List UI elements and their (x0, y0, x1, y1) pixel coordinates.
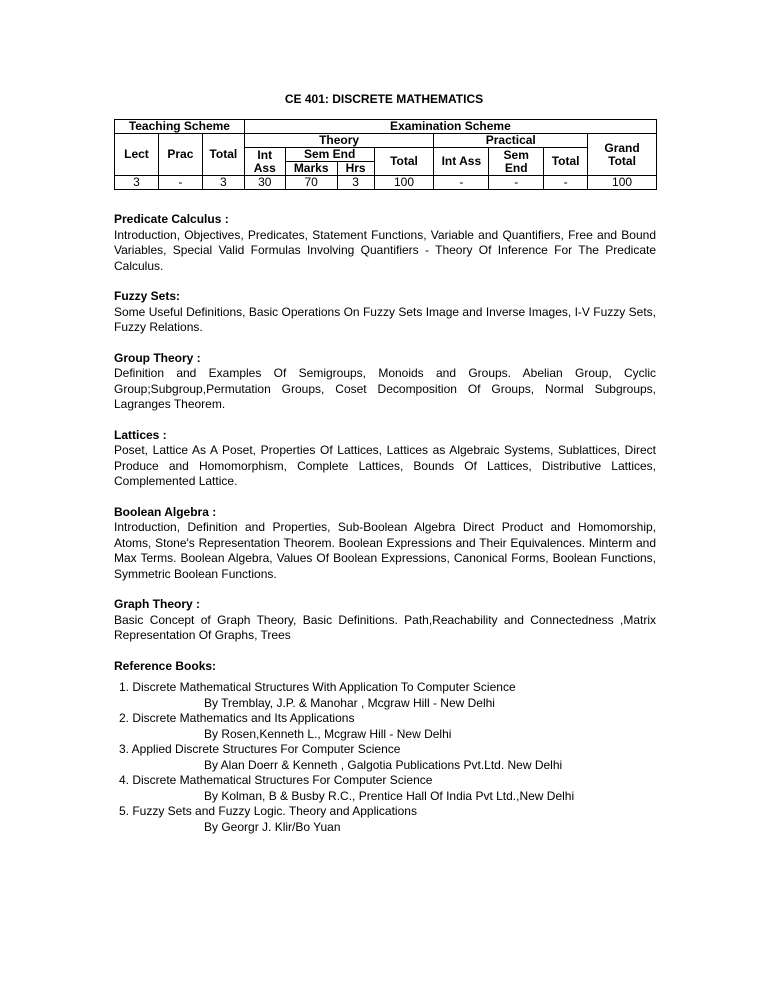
scheme-values-row (115, 176, 657, 190)
exam-scheme-header: Examination Scheme (244, 120, 656, 134)
practical-sem-end-header: Sem End (489, 148, 544, 176)
value-theory-total: 100 (374, 176, 434, 190)
reference-author: By Georgr J. Klir/Bo Yuan (204, 819, 341, 834)
section-heading: Boolean Algebra : (114, 504, 217, 519)
value-teaching-total: 3 (202, 176, 244, 190)
page-title: CE 401: DISCRETE MATHEMATICS (284, 92, 484, 106)
section-boolean-algebra (114, 505, 656, 583)
section-heading: Predicate Calculus : (114, 212, 229, 226)
section-body: Introduction, Definition and Properties, Sub-Boolean Algebra Direct Product and Homomorship, Atoms, Stone's Representation Theorem. Boolean Expressions and Their Equivalences. Minterm and Max Terms. Boolean Algebra, Values Of Boolean Expressions, Canonical Forms, Boolean Functions, Symmetric Boolean Functions. (114, 520, 656, 581)
value-practical-total: - (544, 176, 588, 190)
reference-title: 1. Discrete Mathematical Structures With Application To Computer Science (119, 680, 516, 694)
theory-int-ass-header: Int Ass (244, 148, 285, 176)
reference-title: 5. Fuzzy Sets and Fuzzy Logic. Theory and Applications (119, 804, 417, 818)
reference-author: By Alan Doerr & Kenneth , Galgotia Publications Pvt.Ltd. New Delhi (204, 757, 563, 772)
prac-header: Prac (158, 134, 202, 176)
value-practical-int-ass: - (434, 176, 489, 190)
grand-total-header: Grand Total (588, 134, 657, 176)
marks-header: Marks (285, 162, 337, 176)
section-body: Some Useful Definitions, Basic Operations On Fuzzy Sets Image and Inverse Images, I-V Fuzzy Sets, Fuzzy Relations. (114, 304, 656, 334)
section-group-theory (114, 351, 656, 413)
lect-header: Lect (115, 134, 159, 176)
value-marks: 70 (285, 176, 337, 190)
section-heading: Graph Theory : (114, 597, 201, 611)
section-heading: Group Theory : (114, 350, 201, 365)
practical-int-ass-header: Int Ass (434, 148, 489, 176)
theory-total-header: Total (374, 148, 434, 176)
practical-header: Practical (434, 134, 588, 148)
reference-author: By Tremblay, J.P. & Manohar , Mcgraw Hill - New Delhi (204, 695, 495, 710)
hrs-header: Hrs (337, 162, 374, 176)
reference-title: 4. Discrete Mathematical Structures For Computer Science (119, 773, 433, 787)
section-body: Introduction, Objectives, Predicates, Statement Functions, Variable and Quantifiers, Free and Bound Variables, Special Valid Formulas Involving Quantifiers - Theory Of Inference For The Predicate Calculus. (114, 227, 656, 273)
value-lect: 3 (115, 176, 159, 190)
value-theory-int-ass: 30 (244, 176, 285, 190)
value-hrs: 3 (337, 176, 374, 190)
section-heading: Fuzzy Sets: (114, 289, 181, 303)
section-fuzzy-sets (114, 289, 656, 336)
reference-author: By Kolman, B & Busby R.C., Prentice Hall Of India Pvt Ltd.,New Delhi (204, 788, 575, 803)
teaching-total-header: Total (202, 134, 244, 176)
section-heading: Lattices : (114, 427, 167, 442)
reference-list (114, 680, 656, 835)
reference-author: By Rosen,Kenneth L., Mcgraw Hill - New Delhi (204, 726, 452, 741)
section-body: Poset, Lattice As A Poset, Properties Of Lattices, Lattices as Algebraic Systems, Sublattices, Direct Produce and Homomorphism, Complete Lattices, Bounds Of Lattices, Distributive Lattices, Complemented Lattice. (114, 443, 656, 488)
value-grand-total: 100 (588, 176, 657, 190)
value-prac: - (158, 176, 202, 190)
reference-title: 2. Discrete Mathematics and Its Applications (119, 711, 355, 725)
section-predicate-calculus (114, 212, 656, 274)
theory-header: Theory (244, 134, 434, 148)
section-graph-theory (114, 597, 656, 644)
syllabus-content (114, 212, 656, 835)
section-body: Basic Concept of Graph Theory, Basic Definitions. Path,Reachability and Connectedness ,Matrix Representation Of Graphs, Trees (114, 612, 656, 642)
reference-title: 3. Applied Discrete Structures For Computer Science (119, 742, 401, 756)
section-lattices (114, 428, 656, 490)
sem-end-header: Sem End (285, 148, 374, 162)
scheme-table (114, 119, 657, 190)
section-body: Definition and Examples Of Semigroups, Monoids and Groups. Abelian Group, Cyclic Group;Subgroup,Permutation Groups, Coset Decomposition Of Groups, Normal Subgroups, Lagranges Theorem. (114, 366, 656, 411)
practical-total-header: Total (544, 148, 588, 176)
value-practical-sem-end: - (489, 176, 544, 190)
teaching-scheme-header: Teaching Scheme (115, 120, 245, 134)
reference-books-heading: Reference Books: (114, 658, 217, 673)
